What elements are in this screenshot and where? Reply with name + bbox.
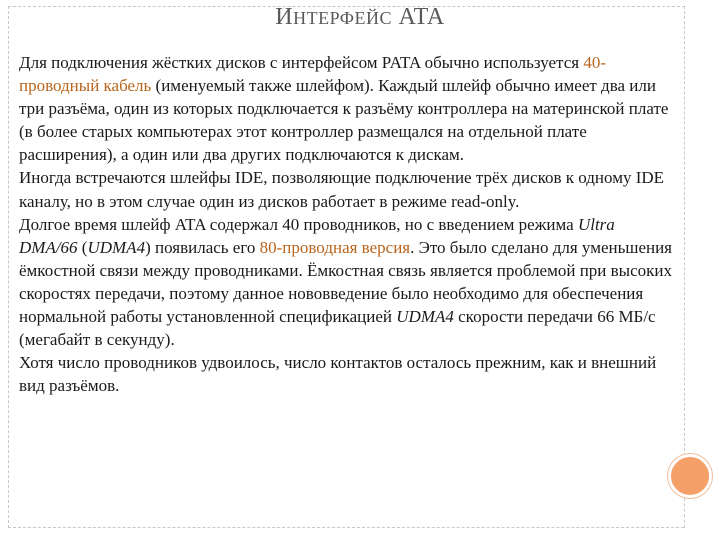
body-text-run: Хотя число проводников удвоилось, число контактов осталось прежним, как и внешний вид разъёмов.: [19, 353, 657, 396]
body-text-run: . Это было сделано для уменьшения ёмкостной связи между проводниками. Ёмкостная связь является проблемой при высоких скоростях передачи, поэтому данное нововведение было необходимо для обеспечения нормальной работы установленной спецификацией: [19, 237, 673, 327]
slide-right-border: [684, 6, 685, 456]
body-text-run: (: [77, 237, 88, 257]
highlighted-term: 80-проводная версия: [259, 237, 411, 257]
body-paragraph: [19, 213, 674, 352]
italic-term: UDMA4: [87, 237, 146, 257]
italic-term: Ultra DMA/66: [19, 214, 615, 257]
body-text-run: Иногда встречаются шлейфы IDE, позволяющие подключение трёх дисков к одному IDE каналу, но в этом случае один из дисков работает в режиме read-only.: [19, 168, 665, 211]
body-paragraph: [19, 51, 674, 166]
body-text-run: Для подключения жёстких дисков с интерфейсом PATA обычно используется: [19, 53, 584, 72]
italic-term: UDMA4: [396, 307, 454, 327]
highlighted-term: 40-проводный кабель: [19, 53, 606, 96]
slide-title-initial: И: [275, 4, 294, 30]
slide-title-rest: НТЕРФЕЙС: [293, 8, 392, 28]
slide-body: [19, 51, 674, 397]
body-paragraph: [19, 166, 674, 212]
decorative-circle: [668, 454, 712, 498]
body-paragraph: [19, 351, 674, 397]
body-text-run: ) появилась его: [145, 237, 260, 257]
body-text-run: Долгое время шлейф ATA содержал 40 проводников, но с введением режима: [19, 214, 578, 234]
slide-right-border-lower: [684, 498, 685, 528]
body-text-run: (именуемый также шлейфом). Каждый шлейф обычно имеет два или три разъёма, один из которых подключается к разъёму контроллера на материнской плате (в более старых компьютерах этот контроллер размещался на отдельной плате расширения), а один или два других подключаются к дискам.: [19, 76, 669, 165]
slide-title-acronym: ATA: [398, 4, 445, 30]
slide-bottom-border: [8, 527, 684, 528]
slide-title: [0, 4, 720, 31]
body-text-run: скорости передачи 66 МБ/с (мегабайт в секунду).: [19, 307, 656, 350]
